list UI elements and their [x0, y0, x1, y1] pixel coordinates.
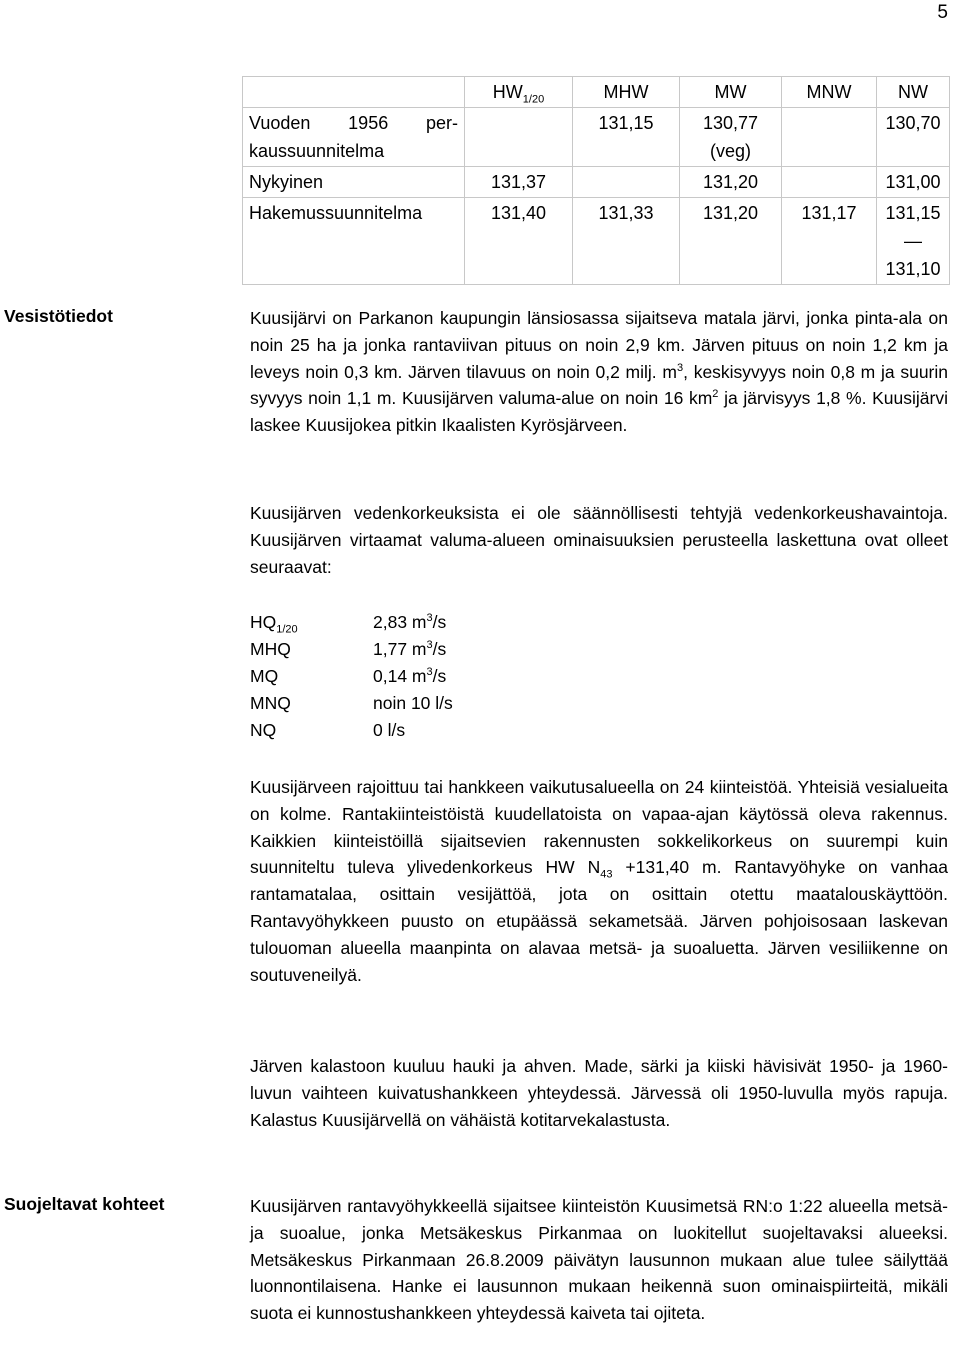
- superscript: 2: [712, 388, 719, 401]
- flow-rates-list: [250, 609, 453, 744]
- row-label: Vuoden 1956 per- kaussuunnitelma: [243, 108, 465, 167]
- flow-value: 0 l/s: [373, 720, 406, 740]
- table-row: [243, 167, 950, 198]
- cell-mhw: 131,33: [573, 198, 680, 285]
- cell-mnw: 131,17: [782, 198, 877, 285]
- flow-value: 2,83 $m^3/s$: [373, 612, 447, 632]
- paragraph-protected: Kuusijärven rantavyöhykkeellä sijaitsee kiinteistön Kuusimetsä RN:o 1:22 alueella metsä- ja suoalue, jonka Metsäkeskus Pirkanmaa on luokitellut suojeltavaksi alueeksi. Metsäkeskus Pirkanmaan 26.8.2009 päivätyn lausunnon mukaan alue tulee säilyttää luonnontilaisena. Hanke ei lausunnon mukaan heikennä suon ominaispiirteitä, mikäli suota ei kunnostushankkeen yhteydessä kaiveta tai ojiteta.: [250, 1196, 948, 1324]
- table-row: [243, 108, 950, 167]
- cell-hw: 131,37: [465, 167, 573, 198]
- flow-label: MHQ: [250, 639, 291, 659]
- list-item: [250, 609, 453, 636]
- cell-mw: 130,77 (veg): [680, 108, 782, 167]
- header-mw: MW: [680, 77, 782, 108]
- cell-mhw: [573, 167, 680, 198]
- paragraph-water-levels: Kuusijärven vedenkorkeuksista ei ole säännöllisesti tehtyjä vedenkorkeushavaintoja. Kuusijärven virtaamat valuma-alueen ominaisuuksien perusteella laskettuna ovat olleet seuraavat:: [250, 503, 948, 577]
- cell-nw: 131,15— 131,10: [877, 198, 950, 285]
- cell-hw: 131,40: [465, 198, 573, 285]
- flow-label: $HQ_{1/20}$: [250, 612, 298, 636]
- list-item: [250, 690, 453, 717]
- row-label: Hakemussuunnitelma: [243, 198, 465, 285]
- header-mnw: MNW: [782, 77, 877, 108]
- flow-label: MNQ: [250, 693, 291, 713]
- subscript: 43: [600, 868, 613, 881]
- header-mhw: MHW: [573, 77, 680, 108]
- cell-mw: 131,20: [680, 167, 782, 198]
- flow-value: 1,77 $m^3/s$: [373, 639, 447, 659]
- table-header-row: [243, 77, 950, 108]
- cell-mnw: [782, 167, 877, 198]
- page-number: 5: [937, 2, 948, 23]
- flow-value: 0,14 $m^3/s$: [373, 666, 447, 686]
- cell-nw: 130,70: [877, 108, 950, 167]
- paragraph-fish: Järven kalastoon kuuluu hauki ja ahven. Made, särki ja kiiski hävisivät 1950- ja 1960-luvun vaihteen kuivatushankkeen yhteydessä. Järvessä oli 1950-luvulla myös rapuja. Kalastus Kuusijärvellä on vähäistä kotitarvekalastusta.: [250, 1056, 948, 1130]
- section-heading-vesistotiedot: Vesistötiedot: [4, 306, 113, 326]
- water-level-table: [242, 76, 950, 285]
- section-heading-suojeltavat: Suojeltavat kohteet: [4, 1194, 165, 1214]
- header-empty-cell: [243, 77, 465, 108]
- list-item: [250, 636, 453, 663]
- cell-hw: [465, 108, 573, 167]
- cell-mnw: [782, 108, 877, 167]
- row-label: Nykyinen: [243, 167, 465, 198]
- list-item: [250, 717, 453, 744]
- flow-value: noin 10 l/s: [373, 693, 453, 713]
- header-hw: $HW_{1/20}$: [465, 77, 573, 108]
- cell-mw-note: (veg): [709, 141, 751, 161]
- flow-label: MQ: [250, 666, 279, 686]
- cell-nw: 131,00: [877, 167, 950, 198]
- paragraph-properties: Kuusijärveen rajoittuu tai hankkeen vaikutusalueella on 24 kiinteistöä. Yhteisiä vesialueita on kolme. Rantakiinteistöistä kuudellatoista on vapaa-ajan käytössä oleva rakennus. Kaikkien kiinteistöillä sijaitsevien rakennusten sokkelikorkeus on suurempi kuin suunniteltu tuleva ylivedenkorkeus HW $N_{43} +131,40$ m. Rantavyöhyke on vanhaa rantamatalaa, osittain vesijättöä, jota on osittain otettu maatalouskäyttöön. Rantavyöhykkeen puusto on etupäässä sekametsää. Järven pohjoisosaan laskevan tulouoman alueella maanpinta on alavaa metsä- ja suoaluetta. Järven vesiliikenne on soutuveneilyä.: [250, 777, 948, 985]
- header-hw-subscript: 1/20: [522, 93, 545, 106]
- table-row: [243, 198, 950, 285]
- header-nw: NW: [877, 77, 950, 108]
- superscript: 3: [676, 361, 684, 374]
- list-item: [250, 663, 453, 690]
- paragraph-lake-facts: Kuusijärvi on Parkanon kaupungin länsiosassa sijaitseva matala järvi, jonka pinta-ala on noin 25 ha ja jonka rantaviivan pituus on noin 2,9 km. Järven pituus on noin 1,2 km ja leveys noin 0,3 km. Järven tilavuus on noin 0,2 milj. $m^3$, keskisyvyys noin 0,8 m ja suurin syvyys noin 1,1 m. Kuusijärven valuma-alue on noin 16 $km^2$ ja järvisyys 1,8 %. Kuusijärvi laskee Kuusijokea pitkin Ikaalisten Kyrösjärveen.: [250, 308, 949, 436]
- cell-mw: 131,20: [680, 198, 782, 285]
- flow-label: NQ: [250, 720, 277, 740]
- cell-mhw: 131,15: [573, 108, 680, 167]
